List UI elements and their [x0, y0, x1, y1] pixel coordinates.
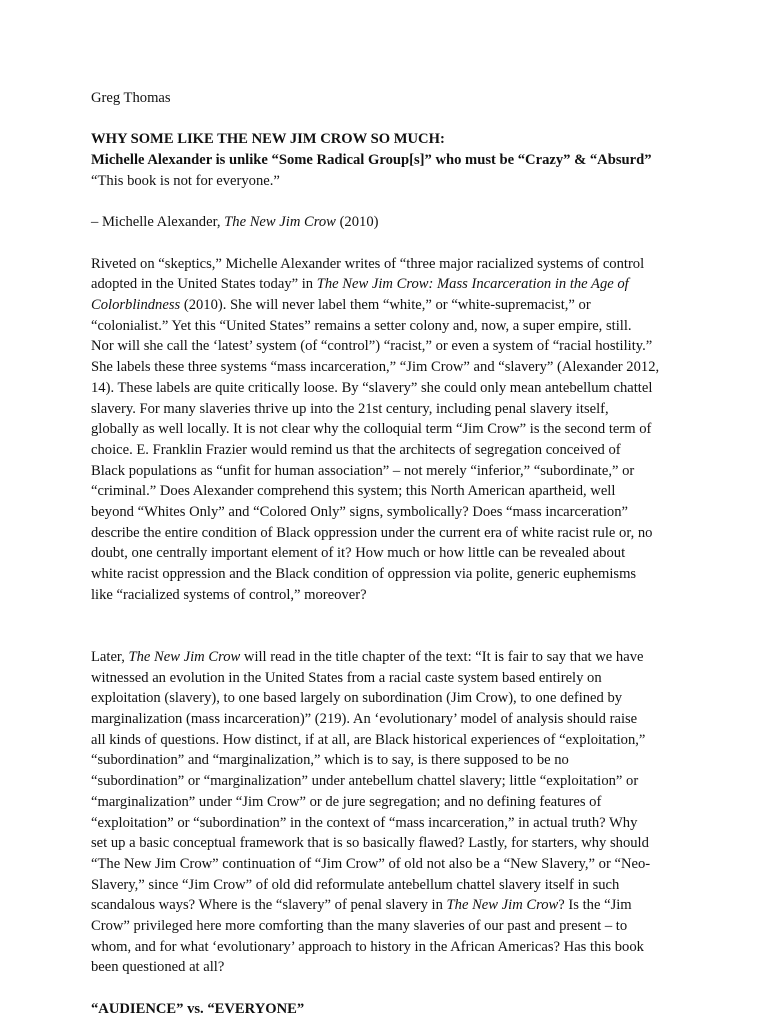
text-run: (2010). She will never label them “white,” or “white-supremacist,” or: [180, 296, 591, 313]
paragraph-line: [91, 668, 686, 689]
paragraph-line: [91, 523, 686, 544]
text-run: scandalous ways? Where is the “slavery” of penal slavery in: [91, 897, 447, 914]
paragraph-line: [91, 957, 686, 978]
paragraph-line: [91, 502, 686, 523]
text-run: beyond “Whites Only” and “Colored Only” signs, symbolically? Does “mass incarceration”: [91, 504, 628, 521]
text-run: Black populations as “unfit for human association” – not merely “inferior,” “subordinate,” or: [91, 462, 635, 479]
paragraph-line: [91, 647, 686, 668]
section-heading: “AUDIENCE” vs. “EVERYONE”: [91, 1000, 305, 1017]
author-name: Greg Thomas: [91, 90, 171, 106]
paragraph-line: [91, 399, 686, 420]
epigraph-quote: “This book is not for everyone.”: [91, 172, 280, 189]
text-run: Crow” privileged here more comforting than the many slaveries of our past and present – to: [91, 918, 628, 935]
text-run: 14). These labels are quite critically loose. By “slavery” she could only mean antebellum chattel: [91, 379, 653, 396]
attribution-year: (2010): [335, 214, 379, 231]
text-run: “subordination” and “marginalization,” which is to say, is there supposed to be no: [91, 752, 569, 769]
text-run: been questioned at all?: [91, 959, 225, 976]
text-run: globally as well locally. It is not clear why the colloquial term “Jim Crow” is the second term of: [91, 421, 652, 438]
text-run: all kinds of questions. How distinct, if at all, are Black historical experiences of “exploitation,”: [91, 731, 646, 748]
document-subtitle: Michelle Alexander is unlike “Some Radical Group[s]” who must be “Crazy” & “Absurd”: [91, 152, 652, 169]
text-run: describe the entire condition of Black oppression under the current era of white racist rule or, no: [91, 524, 653, 541]
paragraph-line: [91, 254, 686, 275]
text-run: witnessed an evolution in the United States from a racial caste system based entirely on: [91, 669, 602, 686]
paragraph-line: [91, 461, 686, 482]
paragraph-line: [91, 771, 686, 792]
italic-title-text: The New Jim Crow: [128, 648, 241, 665]
paragraph-line: [91, 336, 686, 357]
paragraph-line: [91, 916, 686, 937]
paragraph-line: [91, 481, 686, 502]
paragraph-line: [91, 937, 686, 958]
body-paragraph-1: [91, 254, 686, 606]
text-run: marginalization (mass incarceration)” (219). An ‘evolutionary’ model of analysis should raise: [91, 711, 638, 728]
document-page: [91, 88, 686, 1020]
paragraph-line: [91, 730, 686, 751]
paragraph-line: [91, 274, 686, 295]
paragraph-line: [91, 419, 686, 440]
text-run: like “racialized systems of control,” moreover?: [91, 586, 367, 603]
paragraph-line: [91, 688, 686, 709]
text-run: choice. E. Franklin Frazier would remind us that the architects of segregation conceived of: [91, 441, 621, 458]
attribution-prefix: – Michelle Alexander,: [91, 214, 225, 231]
paragraph-line: [91, 440, 686, 461]
italic-title-text: The New Jim Crow: Mass Incarceration in the Age of: [316, 276, 629, 293]
text-run: “marginalization” under “Jim Crow” or de jure segregation; and no defining features of: [91, 793, 602, 810]
epigraph-attribution: [91, 212, 686, 233]
text-run: ? Is the “Jim: [558, 897, 632, 914]
text-run: adopted in the United States today” in: [91, 276, 317, 293]
paragraph-line: [91, 813, 686, 834]
text-run: slavery. For many slaveries thrive up into the 21st century, including penal slavery itself,: [91, 400, 609, 417]
italic-title-text: The New Jim Crow: [446, 897, 559, 914]
text-run: will read in the title chapter of the text: “It is fair to say that we have: [240, 648, 644, 665]
text-run: white racist oppression and the Black condition of oppression via polite, generic euphemisms: [91, 566, 637, 583]
paragraph-line: [91, 895, 686, 916]
paragraph-line: [91, 875, 686, 896]
paragraph-line: [91, 295, 686, 316]
paragraph-line: [91, 357, 686, 378]
italic-title-text: Colorblindness: [91, 296, 181, 313]
text-run: set up a basic conceptual framework that is so basically flawed? Lastly, for starters, why should: [91, 835, 649, 852]
text-run: doubt, one centrally important element of it? How much or how little can be revealed about: [91, 545, 626, 562]
text-run: “subordination” or “marginalization” under antebellum chattel slavery; little “exploitation” or: [91, 773, 639, 790]
paragraph-line: [91, 543, 686, 564]
paragraph-line: [91, 854, 686, 875]
attribution-book-title: The New Jim Crow: [224, 214, 336, 231]
paragraph-line: [91, 792, 686, 813]
paragraph-line: [91, 833, 686, 854]
paragraph-line: [91, 585, 686, 606]
paragraph-line: [91, 709, 686, 730]
text-run: “colonialist.” Yet this “United States” remains a setter colony and, now, a super empire, still.: [91, 317, 632, 334]
text-run: whom, and for what ‘evolutionary’ approach to history in the African Americas? Has this book: [91, 938, 644, 955]
text-run: “The New Jim Crow” continuation of “Jim Crow” of old not also be a “New Slavery,” or “Neo-: [91, 855, 651, 872]
text-run: exploitation (slavery), to one based largely on subordination (Jim Crow), to one defined by: [91, 690, 623, 707]
text-run: “criminal.” Does Alexander comprehend this system; this North American apartheid, well: [91, 483, 616, 500]
body-paragraph-2: [91, 647, 686, 978]
text-run: Riveted on “skeptics,” Michelle Alexander writes of “three major racialized systems of control: [91, 255, 645, 272]
text-run: She labels these three systems “mass incarceration,” “Jim Crow” and “slavery” (Alexander 2012,: [91, 359, 660, 376]
document-title: WHY SOME LIKE THE NEW JIM CROW SO MUCH:: [91, 131, 445, 148]
text-run: Nor will she call the ‘latest’ system (of “control”) “racist,” or even a system of “racial hostility.”: [91, 338, 653, 355]
paragraph-line: [91, 316, 686, 337]
paragraph-line: [91, 564, 686, 585]
paragraph-line: [91, 750, 686, 771]
paragraph-line: [91, 378, 686, 399]
text-run: Later,: [91, 648, 129, 665]
text-run: Slavery,” since “Jim Crow” of old did reformulate antebellum chattel slavery itself in such: [91, 876, 620, 893]
text-run: “exploitation” or “subordination” in the context of “mass incarceration,” in actual truth? Why: [91, 814, 638, 831]
